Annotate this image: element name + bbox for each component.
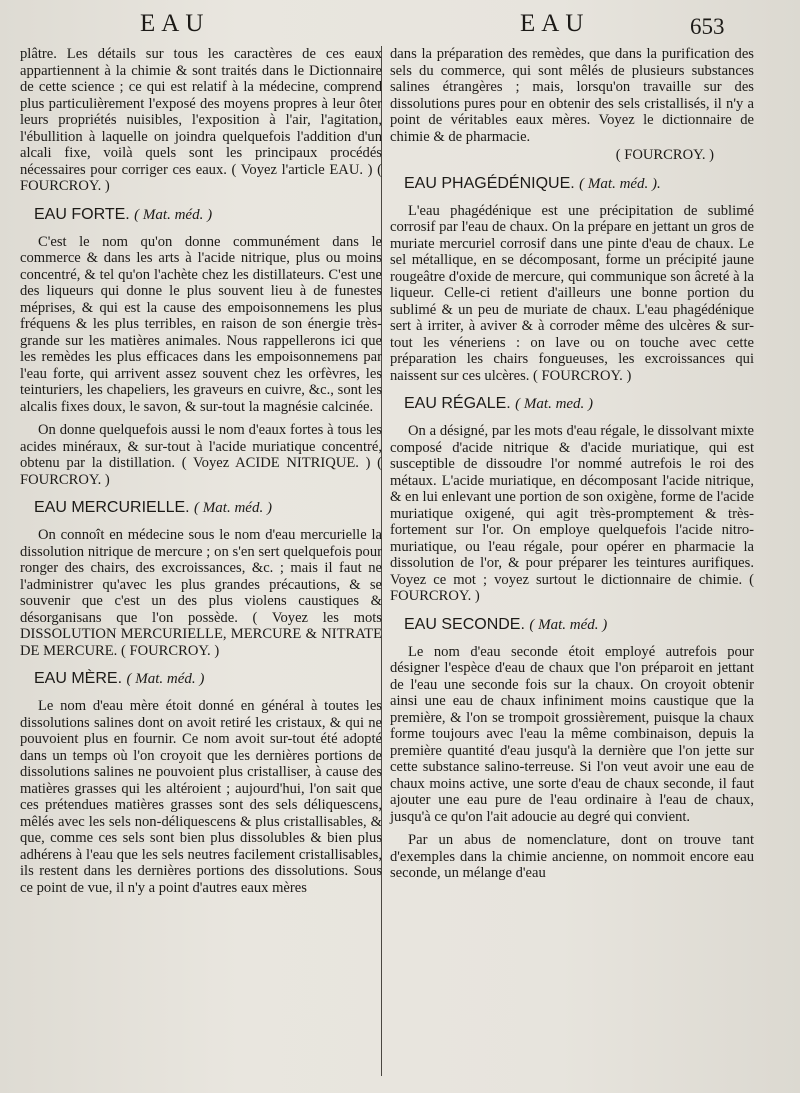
entry-heading-eau-forte <box>34 205 382 225</box>
entry-heading-eau-mere <box>34 669 382 689</box>
heading-text: EAU SECONDE. <box>404 615 525 633</box>
running-head-right: EAU <box>520 10 590 37</box>
heading-tag: ( Mat. med. ) <box>515 396 594 412</box>
heading-text: EAU RÉGALE. <box>404 395 511 412</box>
heading-text: EAU MERCURIELLE. <box>34 499 190 516</box>
running-head-left: EAU <box>140 10 210 37</box>
entry-heading-eau-phagedenique <box>404 174 754 194</box>
entry-paragraph: Le nom d'eau mère étoit donné en général à toutes les dissolutions salines dont on avoit retiré les cristaux, & qui ne pouvoient plus en fournir. Ce nom avoit sur-tout été adopté dans un temps où l'on croyoit que les dernières portions de dissolutions salines ne pouvoient plus cristalliser, à cause des matières grasses qui les altéroient ; aujourd'hui, l'on sait que ces prétendues matières grasses sont des sels déliquescens, mêlés avec les sels non-déliquescens & plus cristallisables, & que, comme ces sels sont bien plus dissolubles & bien plus adhérens à l'eau que les sels neutres facilement cristallisables, ils restent dans les dernières portions des dissolutions. Sous ce point de vue, il n'y a point d'autres eaux mères <box>20 698 382 896</box>
entry-paragraph: Le nom d'eau seconde étoit employé autrefois pour désigner l'espèce d'eau de chaux que l'on préparoit en jettant de l'eau une seconde fois sur la chaux. On croyoit obtenir ainsi une eau de chaux infiniment moins caustique que la première, & l'on se trompoit grossièrement, puisque la chaux forme toujours avec l'eau la même combinaison, depuis la première quantité d'eau jusqu'à la dernière que l'on jette sur cette substance salino-terreuse. Si l'on veut avoir une eau de chaux moins active, une sorte d'eau de chaux seconde, il faut ajouter une eau pure de l'eau ordinaire à l'eau de chaux, jusqu'à ce qu'on l'ait adoucie au degré qui convient. <box>390 643 754 825</box>
right-column <box>390 46 754 882</box>
entry-paragraph: On a désigné, par les mots d'eau régale, le dissolvant mixte composé d'acide nitrique & d'acide muriatique, qui est susceptible de dissoudre l'or nommé autrefois le roi des métaux. L'acide muriatique, en décomposant l'acide nitrique, & en lui enlevant une portion de son oxigène, forme de l'acide muriatique oxigené, qui agit très-promptement & très-fortement sur l'or. On employe quelquefois l'acide nitro-muriatique, ou l'eau régale, pour opérer en pharmacie la dissolution de l'or, & pour préparer les teintures aurifiques. Voyez ce mot ; voyez surtout le dictionnaire de chimie. ( FOURCROY. ) <box>390 423 754 604</box>
heading-text: EAU PHAGÉDÉNIQUE. <box>404 174 575 192</box>
entry-heading-eau-regale <box>404 394 754 414</box>
entry-paragraph: On connoît en médecine sous le nom d'eau mercurielle la dissolution nitrique de mercure ; on s'en sert quelquefois pour ronger des chairs, des excroissances, &c. ; mais il faut ne l'administrer qu'avec les plus grandes précautions, & se souvenir que c'est un des plus violens caustiques & désorganisans que l'on possède. ( Voyez les mots DISSOLUTION MERCURIELLE, MERCURE & NITRATE DE MERCURE. ( FOURCROY. ) <box>20 527 382 659</box>
heading-tag: ( Mat. méd. ) <box>194 500 272 516</box>
author-signature: ( FOURCROY. ) <box>615 147 714 163</box>
heading-text: EAU FORTE. <box>34 205 130 223</box>
left-column <box>20 46 382 896</box>
heading-tag: ( Mat. méd. ). <box>579 175 661 192</box>
heading-tag: ( Mat. méd. ) <box>126 671 205 687</box>
heading-tag: ( Mat. méd. ) <box>134 206 213 223</box>
entry-paragraph: Par un abus de nomenclature, dont on trouve tant d'exemples dans la chimie ancienne, on nommoit encore eau seconde, un mélange d'eau <box>390 832 754 881</box>
continued-paragraph: dans la préparation des remèdes, que dans la purification des sels du commerce, qui sont mêlés de plusieurs substances salines étrangères ; mais, lorsqu'on travaille sur des dissolutions pures pour en obtenir des sels cristallisés, il n'y a point de véritables eaux mères. Voyez le dictionnaire de chimie & de pharmacie. <box>390 46 754 145</box>
heading-tag: ( Mat. méd. ) <box>529 616 608 633</box>
entry-heading-eau-seconde <box>404 615 754 635</box>
entry-paragraph: C'est le nom qu'on donne communément dans le commerce & dans les arts à l'acide nitrique, plus ou moins concentré, & tel qu'on l'achète chez les distillateurs. C'est une des liqueurs qui donne le plus souvent lieu à de funestes méprises, & qui est la cause des empoisonnemens les plus fréquens & les plus terribles, en raison de son énergie très-grande sur les matières animales. Nous rappellerons ici que les remèdes les plus efficaces dans les empoisonnemens par l'eau forte, qui arrivent assez souvent chez les orfèvres, les teinturiers, les chapeliers, les graveurs en cuivre, &c., sont les alcalis fixes doux, le savon, & sur-tout la magnésie calcinée. <box>20 233 382 415</box>
heading-text: EAU MÈRE. <box>34 670 123 687</box>
entry-heading-eau-mercurielle <box>34 498 382 518</box>
page-number: 653 <box>690 14 725 39</box>
entry-paragraph: On donne quelquefois aussi le nom d'eaux fortes à tous les acides minéraux, & sur-tout à l'acide muriatique concentré, obtenu par la distillation. ( Voyez ACIDE NITRIQUE. ) ( FOURCROY. ) <box>20 422 382 488</box>
entry-paragraph: L'eau phagédénique est une précipitation de sublimé corrosif par l'eau de chaux. On la prépare en jettant un gros de muriate mercuriel corrosif dans une pinte d'eau de chaux. Le sel métallique, en se décomposant, forme un précipité jaune rougeâtre d'oxide de mercure, qui communique son âcreté à la liqueur. Celle-ci retient d'ailleurs une bonne portion du sublimé & un peu de muriate de chaux. L'eau phagédénique sert à irriter, à aviver & à corroder même des ulcères & sur-tout les véneriens : on lave ou on touche avec cette préparation les chairs fongueuses, les excroissances qui naissent sur ces ulcères. ( FOURCROY. ) <box>390 202 754 384</box>
continued-paragraph: plâtre. Les détails sur tous les caractères de ces eaux appartiennent à la chimie & sont traités dans le Dictionnaire de cette science ; ce qui est relatif à la médecine, comprend plus particulièrement l'exposé des moyens propres à leur ôter leurs propriétés nuisibles, l'exposition à l'air, l'agitation, l'ébullition à laquelle on joindra quelquefois l'addition d'un alcali fixe, voilà quels sont les principaux procédés nécessaires pour corriger ces eaux. ( Voyez l'article EAU. ) ( FOURCROY. ) <box>20 46 382 194</box>
